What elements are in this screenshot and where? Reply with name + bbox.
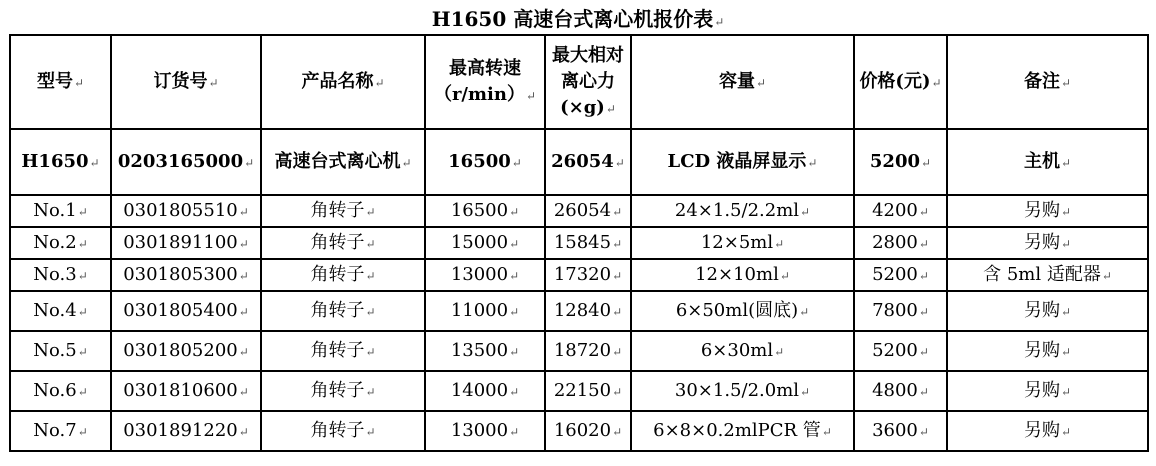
table-cell: 主机↵ bbox=[947, 129, 1148, 195]
table-cell: 13000↵ bbox=[425, 259, 545, 291]
table-cell: 角转子↵ bbox=[261, 195, 425, 227]
header-cell: 型号↵ bbox=[10, 35, 111, 129]
table-cell: 角转子↵ bbox=[261, 291, 425, 331]
table-cell: No.5↵ bbox=[10, 331, 111, 371]
table-cell: 0301891220↵ bbox=[111, 411, 261, 451]
table-cell: 6×30ml↵ bbox=[631, 331, 854, 371]
table-row bbox=[10, 195, 1148, 227]
document-title: H1650 高速台式离心机报价表↵ bbox=[431, 7, 725, 31]
table-cell: 13000↵ bbox=[425, 411, 545, 451]
table-cell: 6×8×0.2mlPCR 管↵ bbox=[631, 411, 854, 451]
table-cell: 18720↵ bbox=[545, 331, 631, 371]
table-cell: 16020↵ bbox=[545, 411, 631, 451]
table-cell: 角转子↵ bbox=[261, 227, 425, 259]
header-cell: 容量↵ bbox=[631, 35, 854, 129]
table-cell: 0301805200↵ bbox=[111, 331, 261, 371]
table-cell: 13500↵ bbox=[425, 331, 545, 371]
table-cell: 5200↵ bbox=[854, 129, 947, 195]
table-cell: 26054↵ bbox=[545, 129, 631, 195]
table-cell: 角转子↵ bbox=[261, 411, 425, 451]
table-cell: 另购↵ bbox=[947, 227, 1148, 259]
table-cell: 26054↵ bbox=[545, 195, 631, 227]
table-cell: H1650↵ bbox=[10, 129, 111, 195]
header-cell: 产品名称↵ bbox=[261, 35, 425, 129]
table-cell: 12840↵ bbox=[545, 291, 631, 331]
table-cell: 0301805300↵ bbox=[111, 259, 261, 291]
table-cell: No.4↵ bbox=[10, 291, 111, 331]
table-cell: 0203165000↵ bbox=[111, 129, 261, 195]
table-cell: 7800↵ bbox=[854, 291, 947, 331]
table-cell: 0301805510↵ bbox=[111, 195, 261, 227]
table-cell: 3600↵ bbox=[854, 411, 947, 451]
table-cell: 角转子↵ bbox=[261, 259, 425, 291]
table-cell: 4200↵ bbox=[854, 195, 947, 227]
table-cell: 12×5ml↵ bbox=[631, 227, 854, 259]
table-row bbox=[10, 331, 1148, 371]
table-cell: 11000↵ bbox=[425, 291, 545, 331]
table-cell: 15000↵ bbox=[425, 227, 545, 259]
table-row bbox=[10, 291, 1148, 331]
table-cell: No.3↵ bbox=[10, 259, 111, 291]
table-cell: 另购↵ bbox=[947, 411, 1148, 451]
table-cell: 30×1.5/2.0ml↵ bbox=[631, 371, 854, 411]
table-cell: 另购↵ bbox=[947, 291, 1148, 331]
table-cell: 角转子↵ bbox=[261, 371, 425, 411]
header-cell: 最大相对离心力(×g)↵ bbox=[545, 35, 631, 129]
table-cell: 另购↵ bbox=[947, 195, 1148, 227]
table-row bbox=[10, 371, 1148, 411]
table-row bbox=[10, 259, 1148, 291]
table-cell: 另购↵ bbox=[947, 371, 1148, 411]
header-row bbox=[10, 35, 1148, 129]
table-cell: 16500↵ bbox=[425, 129, 545, 195]
table-row bbox=[10, 129, 1148, 195]
table-cell: 2800↵ bbox=[854, 227, 947, 259]
table-cell: 含 5ml 适配器↵ bbox=[947, 259, 1148, 291]
header-cell: 订货号↵ bbox=[111, 35, 261, 129]
table-cell: No.2↵ bbox=[10, 227, 111, 259]
table-cell: No.1↵ bbox=[10, 195, 111, 227]
table-cell: 5200↵ bbox=[854, 259, 947, 291]
table-cell: 0301805400↵ bbox=[111, 291, 261, 331]
table-cell: 17320↵ bbox=[545, 259, 631, 291]
table-cell: 0301810600↵ bbox=[111, 371, 261, 411]
header-cell: 备注↵ bbox=[947, 35, 1148, 129]
table-cell: 0301891100↵ bbox=[111, 227, 261, 259]
table-cell: 另购↵ bbox=[947, 331, 1148, 371]
table-cell: 24×1.5/2.2ml↵ bbox=[631, 195, 854, 227]
table-cell: 14000↵ bbox=[425, 371, 545, 411]
table-row bbox=[10, 227, 1148, 259]
table-cell: No.7↵ bbox=[10, 411, 111, 451]
table-cell: 12×10ml↵ bbox=[631, 259, 854, 291]
table-cell: 16500↵ bbox=[425, 195, 545, 227]
header-cell: 最高转速（r/min）↵ bbox=[425, 35, 545, 129]
table-cell: 22150↵ bbox=[545, 371, 631, 411]
table-cell: 4800↵ bbox=[854, 371, 947, 411]
table-cell: 15845↵ bbox=[545, 227, 631, 259]
table-cell: 5200↵ bbox=[854, 331, 947, 371]
header-cell: 价格(元)↵ bbox=[854, 35, 947, 129]
table-cell: 高速台式离心机↵ bbox=[261, 129, 425, 195]
price-table bbox=[9, 34, 1149, 452]
table-cell: 6×50ml(圆底)↵ bbox=[631, 291, 854, 331]
table-cell: LCD 液晶屏显示↵ bbox=[631, 129, 854, 195]
table-row bbox=[10, 411, 1148, 451]
table-cell: No.6↵ bbox=[10, 371, 111, 411]
table-cell: 角转子↵ bbox=[261, 331, 425, 371]
